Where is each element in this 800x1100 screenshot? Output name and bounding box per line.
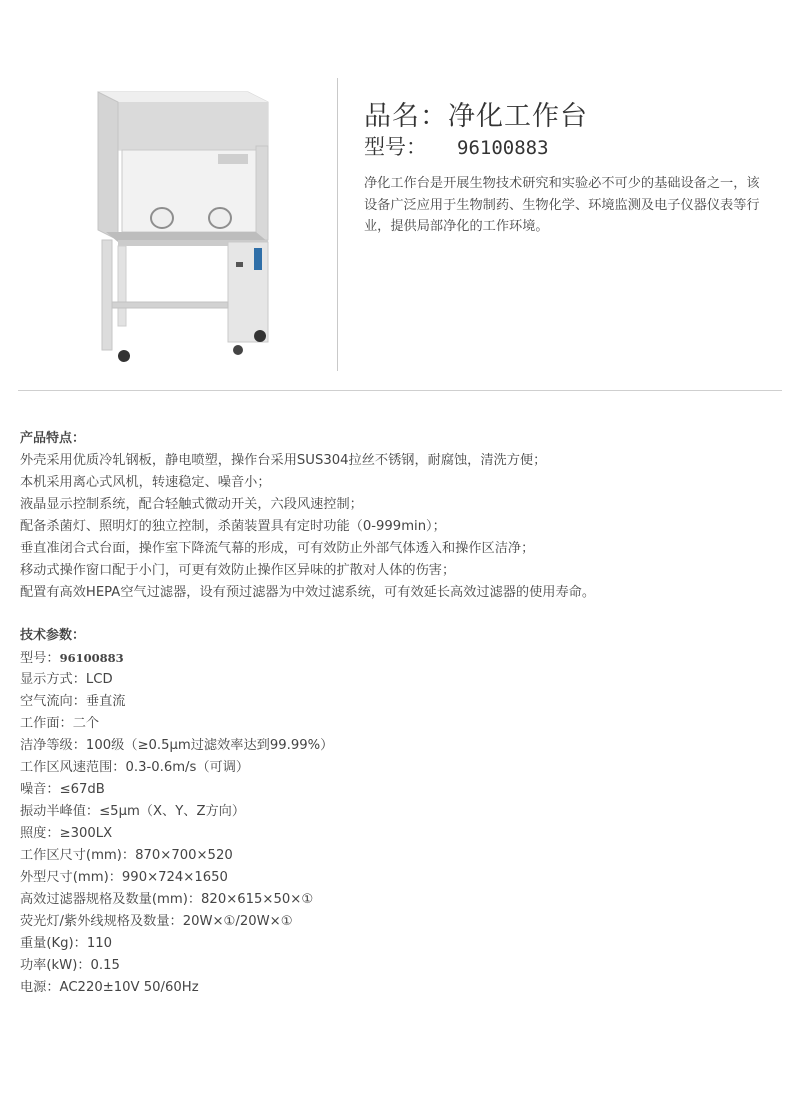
feature-item: 外壳采用优质冷轧钢板，静电喷塑，操作台采用SUS304拉丝不锈钢，耐腐蚀，清洗方便； <box>20 453 547 468</box>
feature-item: 本机采用离心式风机，转速稳定、噪音小； <box>20 475 271 490</box>
product-description: 净化工作台是开展生物技术研究和实验必不可少的基础设备之一，该设备广泛应用于生物制药、生物化学、环境监测及电子仪器仪表等行业，提供局部净化的工作环境。 <box>364 176 760 234</box>
spec-row: 照度：≥300LX <box>20 826 113 841</box>
spec-model-value: 96100883 <box>59 651 124 665</box>
product-name-label: 品名： <box>364 101 448 132</box>
feature-item: 配备杀菌灯、照明灯的独立控制，杀菌装置具有定时功能（0-999min）； <box>20 519 446 534</box>
spec-row: 工作区尺寸(mm)：870×700×520 <box>20 848 233 863</box>
feature-item: 垂直准闭合式台面，操作室下降流气幕的形成，可有效防止外部气体透入和操作区洁净； <box>20 541 535 556</box>
spec-row: 显示方式：LCD <box>20 672 113 687</box>
features-heading: 产品特点： <box>20 431 86 446</box>
spec-row: 重量(Kg)：110 <box>20 936 113 951</box>
spec-row: 空气流向：垂直流 <box>20 694 126 709</box>
horizontal-divider <box>18 390 782 391</box>
spec-row: 工作面：二个 <box>20 716 100 731</box>
spec-row: 功率(kW)：0.15 <box>20 958 120 973</box>
spec-row: 荧光灯/紫外线规格及数量：20W×①/20W×① <box>20 914 293 929</box>
feature-item: 移动式操作窗口配于小门，可更有效防止操作区异味的扩散对人体的伤害； <box>20 563 456 578</box>
product-model-label: 型号： <box>364 135 427 159</box>
specs-heading: 技术参数： <box>20 628 86 643</box>
spec-row: 振动半峰值：≤5μm（X、Y、Z方向） <box>20 804 246 819</box>
vertical-divider <box>337 78 338 371</box>
features-section <box>20 428 790 604</box>
product-model-heading <box>364 131 549 161</box>
feature-item: 液晶显示控制系统，配合轻触式微动开关，六段风速控制； <box>20 497 363 512</box>
spec-row: 洁净等级：100级（≥0.5μm过滤效率达到99.99%） <box>20 738 334 753</box>
product-name-heading <box>364 94 588 133</box>
product-model-value: 96100883 <box>457 137 549 159</box>
product-name-value: 净化工作台 <box>448 101 588 132</box>
spec-row-model <box>20 647 790 669</box>
spec-model-label: 型号： <box>20 651 60 666</box>
feature-item: 配置有高效HEPA空气过滤器，设有预过滤器为中效过滤系统，可有效延长高效过滤器的使用寿命。 <box>20 585 596 600</box>
spec-row: 工作区风速范围：0.3-0.6m/s（可调） <box>20 760 250 775</box>
specs-section <box>20 625 790 999</box>
spec-row: 电源：AC220±10V 50/60Hz <box>20 980 199 995</box>
spec-row: 噪音：≤67dB <box>20 782 105 797</box>
clean-bench-product-image <box>88 80 278 365</box>
spec-row: 外型尺寸(mm)：990×724×1650 <box>20 870 228 885</box>
spec-row: 高效过滤器规格及数量(mm)：820×615×50×① <box>20 892 314 907</box>
